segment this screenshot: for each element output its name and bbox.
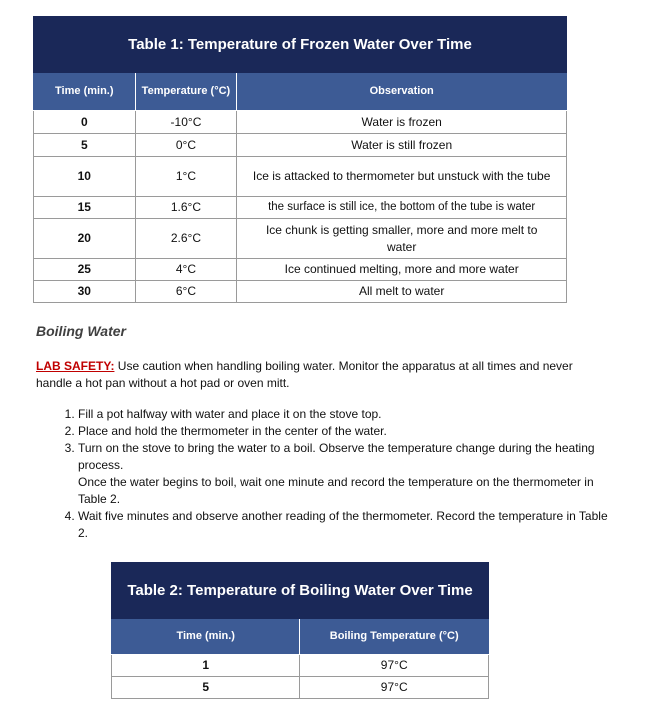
lab-safety-label: LAB SAFETY: — [36, 359, 115, 373]
table2-header-time: Time (min.) — [112, 619, 300, 655]
step-text: 3. Turn on the stove to bring the water to a boil. Observe the temperature change during the heating process. — [78, 441, 595, 472]
boiling-water-table — [111, 562, 489, 699]
table1-observation-cell: All melt to water — [237, 281, 567, 303]
lab-safety-note — [36, 358, 576, 392]
table1-header-temperature: Temperature (°C) — [135, 73, 237, 111]
table1-time-cell: 10 — [34, 157, 136, 197]
table-row — [34, 281, 567, 303]
table-row — [112, 677, 489, 699]
table2-temp-cell: 97°C — [300, 655, 489, 677]
table-row — [34, 157, 567, 197]
table1-time-cell: 0 — [34, 111, 136, 134]
table1-observation-cell: Ice chunk is getting smaller, more and more melt to water — [237, 219, 567, 259]
table-row — [112, 655, 489, 677]
table-row — [34, 259, 567, 281]
table1-observation-cell: Water is still frozen — [237, 134, 567, 157]
table1-header-time: Time (min.) — [34, 73, 136, 111]
step-text: Wait five minutes and observe another reading of the thermometer. Record the temperature in Table 2. — [78, 509, 608, 540]
frozen-water-table — [33, 16, 567, 303]
list-item — [78, 508, 618, 542]
table1-temp-cell: -10°C — [135, 111, 237, 134]
table1-observation-cell: Water is frozen — [237, 111, 567, 134]
table1-temp-cell: 2.6°C — [135, 219, 237, 259]
table1-time-cell: 20 — [34, 219, 136, 259]
table1-temp-cell: 0°C — [135, 134, 237, 157]
step-extra-text: Once the water begins to boil, wait one minute and record the temperature on the thermometer in Table 2. — [78, 475, 594, 506]
step-text: Place and hold the thermometer in the center of the water. — [78, 424, 387, 438]
list-item — [78, 423, 618, 440]
table1-temp-cell: 4°C — [135, 259, 237, 281]
table2-title: Table 2: Temperature of Boiling Water Over Time — [112, 563, 489, 619]
table-row — [34, 111, 567, 134]
list-item — [78, 406, 618, 423]
table-row — [34, 219, 567, 259]
section-heading: Boiling Water — [36, 323, 126, 339]
procedure-steps — [36, 406, 618, 542]
table2-temp-cell: 97°C — [300, 677, 489, 699]
table1-header-observation: Observation — [237, 73, 567, 111]
table1-observation-cell: the surface is still ice, the bottom of the tube is water — [237, 197, 567, 219]
table-row — [34, 197, 567, 219]
table1-time-cell: 30 — [34, 281, 136, 303]
table2-time-cell: 5 — [112, 677, 300, 699]
table-row — [34, 134, 567, 157]
table2-time-cell: 1 — [112, 655, 300, 677]
table1-observation-cell: Ice continued melting, more and more water — [237, 259, 567, 281]
table1-temp-cell: 1°C — [135, 157, 237, 197]
table1-time-cell: 15 — [34, 197, 136, 219]
step-text: Fill a pot halfway with water and place it on the stove top. — [78, 407, 382, 421]
table1-time-cell: 25 — [34, 259, 136, 281]
table1-observation-cell: Ice is attacked to thermometer but unstuck with the tube — [237, 157, 567, 197]
table1-time-cell: 5 — [34, 134, 136, 157]
list-item — [78, 440, 618, 508]
table1-temp-cell: 1.6°C — [135, 197, 237, 219]
lab-safety-text: Use caution when handling boiling water. Monitor the apparatus at all times and never handle a hot pan without a hot pad or oven mitt. — [36, 359, 573, 390]
table2-header-boiling-temperature: Boiling Temperature (°C) — [300, 619, 489, 655]
table1-title: Table 1: Temperature of Frozen Water Over Time — [34, 17, 567, 73]
table1-temp-cell: 6°C — [135, 281, 237, 303]
